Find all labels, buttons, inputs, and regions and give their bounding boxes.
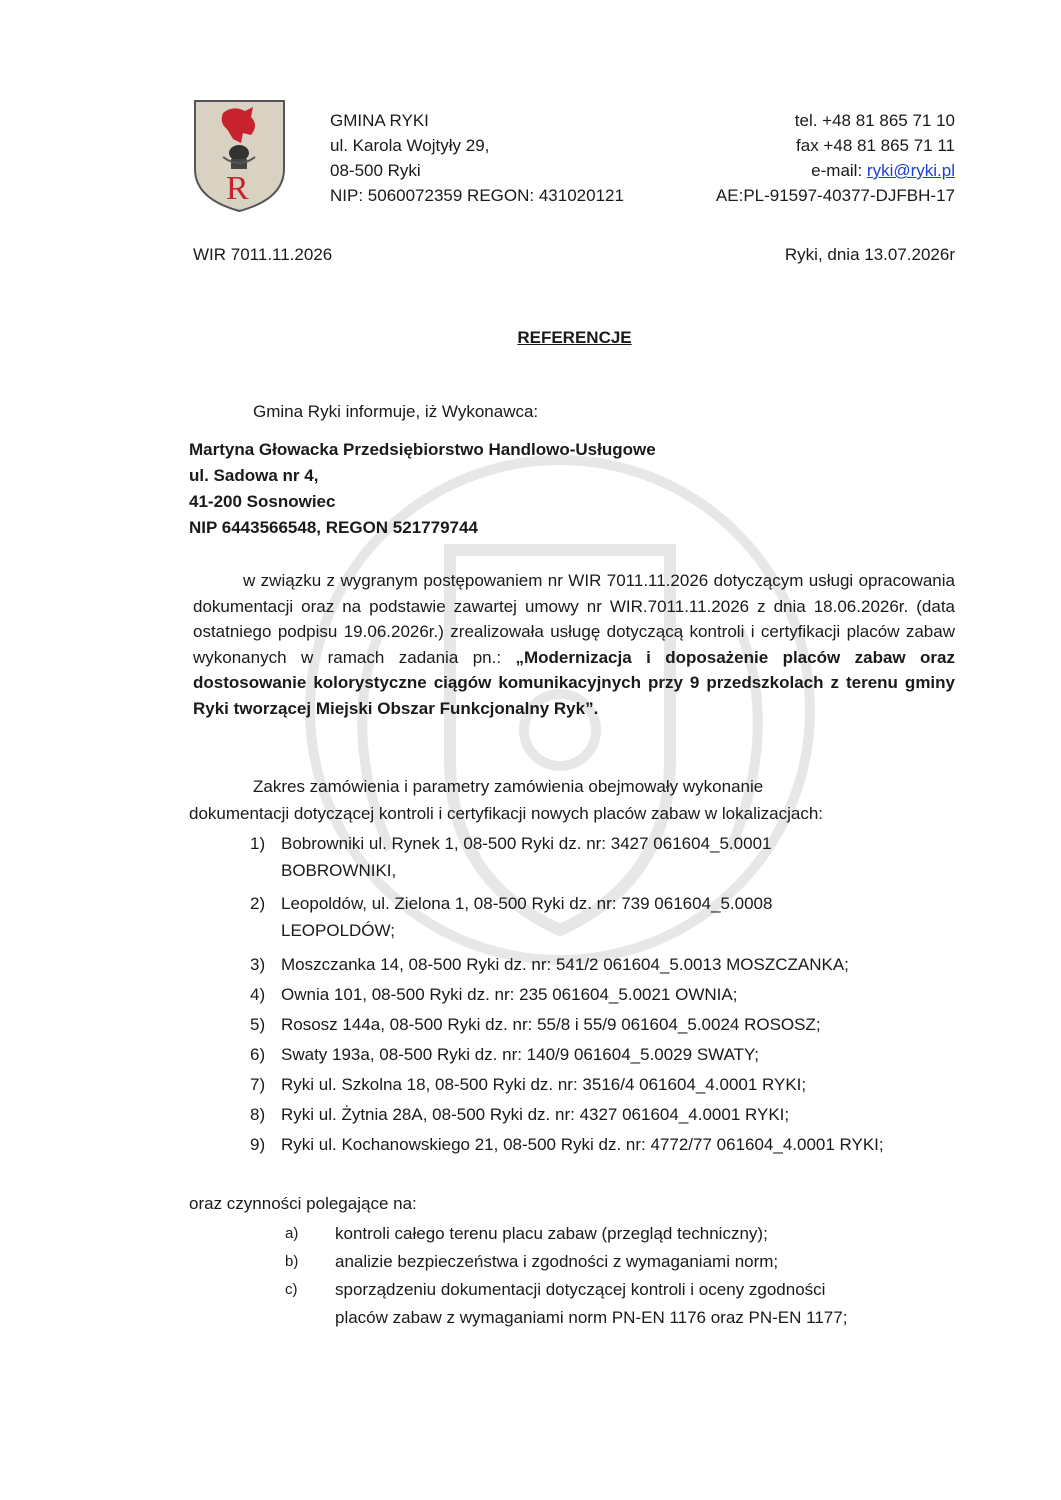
list-text-cont: placów zabaw z wymaganiami norm PN-EN 1176 oraz PN-EN 1177; <box>335 1308 848 1327</box>
list-number: 7) <box>250 1075 266 1094</box>
org-fax: fax +48 81 865 71 11 <box>796 136 955 155</box>
paragraph-text: w związku z wygranym postępowaniem nr WIR 7011.11.2026 dotyczącym usługi opracowania dokumentacji oraz na podstawie zawartej umowy nr WIR.7011.11.2026 z dnia 18.06.2026r. (data ostatniego podpisu 19.06.2026r.) zrealizowała usługę dotyczącą kontroli i certyfikacji placów zabaw wykonanych w ramach zadania pn.: <box>193 571 955 667</box>
org-street: ul. Karola Wojtyły 29, <box>330 136 490 155</box>
reference-number: WIR 7011.11.2026 <box>193 245 333 264</box>
document-title: REFERENCJE <box>517 328 632 347</box>
contractor-city: 41-200 Sosnowiec <box>189 492 336 511</box>
intro-sentence: Gmina Ryki informuje, iż Wykonawca: <box>253 402 539 421</box>
header-contact-block <box>716 108 955 208</box>
list-number: 9) <box>250 1135 266 1154</box>
contractor-name: Martyna Głowacka Przedsiębiorstwo Handlowo-Usługowe <box>189 440 656 459</box>
list-text: Ownia 101, 08-500 Ryki dz. nr: 235 061604_5.0021 OWNIA; <box>281 985 738 1004</box>
list-number: 5) <box>250 1015 266 1034</box>
list-text: Moszczanka 14, 08-500 Ryki dz. nr: 541/2 061604_5.0013 MOSZCZANKA; <box>281 955 849 974</box>
org-email-line <box>716 158 955 183</box>
org-ae-address: AE:PL-91597-40377-DJFBH-17 <box>715 186 955 205</box>
list-text-cont: BOBROWNIKI, <box>281 861 397 880</box>
scope-line-1: Zakres zamówienia i parametry zamówienia obejmowały wykonanie <box>253 777 764 796</box>
list-text: Bobrowniki ul. Rynek 1, 08-500 Ryki dz. nr: 3427 061604_5.0001 <box>281 834 772 853</box>
scope-line-2: dokumentacji dotyczącej kontroli i certyfikacji nowych placów zabaw w lokalizacjach: <box>189 804 823 823</box>
list-number: 8) <box>250 1105 266 1124</box>
org-name: GMINA RYKI <box>330 111 429 130</box>
list-text: Leopoldów, ul. Zielona 1, 08-500 Ryki dz. nr: 739 061604_5.0008 <box>281 894 773 913</box>
list-number: 2) <box>250 894 266 913</box>
activities-intro: oraz czynności polegające na: <box>189 1194 417 1213</box>
list-number: 3) <box>250 955 266 974</box>
list-letter: a) <box>285 1225 299 1242</box>
list-letter: b) <box>285 1253 299 1270</box>
list-text: analizie bezpieczeństwa i zgodności z wymaganiami norm; <box>335 1252 779 1271</box>
main-paragraph <box>193 568 955 721</box>
org-phone: tel. +48 81 865 71 10 <box>794 111 955 130</box>
contractor-ids: NIP 6443566548, REGON 521779744 <box>189 518 478 537</box>
list-text: Swaty 193a, 08-500 Ryki dz. nr: 140/9 061604_5.0029 SWATY; <box>281 1045 760 1064</box>
crest-letter: R <box>226 170 249 207</box>
list-number: 6) <box>250 1045 266 1064</box>
list-text: Ryki ul. Żytnia 28A, 08-500 Ryki dz. nr: 4327 061604_4.0001 RYKI; <box>281 1105 790 1124</box>
header-address-block <box>330 108 624 208</box>
org-postal: 08-500 Ryki <box>330 161 421 180</box>
list-number: 1) <box>250 834 266 853</box>
list-text: Ryki ul. Kochanowskiego 21, 08-500 Ryki dz. nr: 4772/77 061604_4.0001 RYKI; <box>281 1135 884 1154</box>
list-text: Rososz 144a, 08-500 Ryki dz. nr: 55/8 i 55/9 061604_5.0024 ROSOSZ; <box>281 1015 821 1034</box>
list-text: Ryki ul. Szkolna 18, 08-500 Ryki dz. nr: 3516/4 061604_4.0001 RYKI; <box>281 1075 807 1094</box>
list-text: kontroli całego terenu placu zabaw (przegląd techniczny); <box>335 1224 768 1243</box>
task-name: „Modernizacja i doposażenie placów zabaw oraz dostosowanie kolorystyczne ciągów komunikacyjnych przy 9 przedszkolach z terenu gminy Ryki tworzącej Miejski Obszar Funkcjonalny Ryk”. <box>193 647 955 718</box>
email-link[interactable]: ryki@ryki.pl <box>866 161 955 180</box>
contractor-street: ul. Sadowa nr 4, <box>189 466 319 485</box>
org-ids: NIP: 5060072359 REGON: 431020121 <box>330 186 624 205</box>
contractor-block <box>189 437 656 541</box>
email-label: e-mail: <box>811 161 867 180</box>
place-date: Ryki, dnia 13.07.2026r <box>784 245 955 264</box>
list-number: 4) <box>250 985 266 1004</box>
list-text: sporządzeniu dokumentacji dotyczącej kontroli i oceny zgodności <box>335 1280 826 1299</box>
list-text-cont: LEOPOLDÓW; <box>281 921 395 940</box>
list-letter: c) <box>285 1281 298 1298</box>
